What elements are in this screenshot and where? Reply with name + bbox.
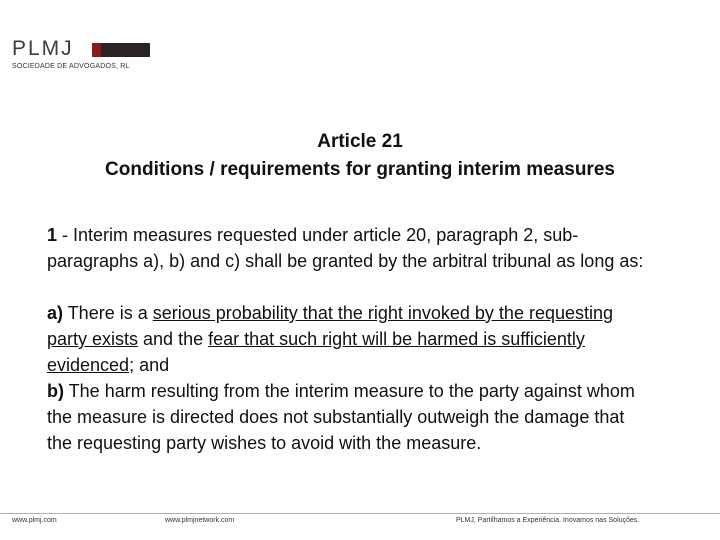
plmj-logo: [12, 38, 152, 78]
spacer: [47, 274, 647, 300]
paragraph-1: [47, 222, 647, 274]
paragraph-number: 1: [47, 225, 58, 245]
footer-divider: [0, 513, 720, 514]
article-title: Conditions / requirements for granting interim measures: [105, 159, 615, 180]
footer-network: www.plmjnetwork.com: [165, 517, 235, 524]
item-a-underline-1: serious probability that the right invoked by the requesting party exists: [47, 303, 614, 349]
logo-bar-accent: [92, 43, 101, 57]
item-a-underline-2: fear that such right will be harmed is sufficiently evidenced: [47, 329, 585, 375]
article-heading: [60, 128, 660, 184]
item-a-text-1: There is a: [63, 303, 153, 323]
footer-slogan: PLMJ, Partilhamos a Experiência. Inovamos nas Soluções.: [456, 517, 640, 524]
item-b-text: The harm resulting from the interim measure to the party against whom the measure is directed does not substantially outweigh the damage that the requesting party wishes to avoid with the measure.: [47, 381, 635, 453]
footer-website: www.plmj.com: [12, 517, 57, 524]
item-a-text-2: and the: [138, 329, 209, 349]
paragraph-1-text: - Interim measures requested under article 20, paragraph 2, sub-paragraphs a), b) and c) shall be granted by the arbitral tribunal as long as:: [47, 225, 644, 271]
item-a-label: a): [47, 303, 64, 323]
item-b-label: b): [47, 381, 64, 401]
item-a: [47, 300, 647, 378]
logo-subtitle: SOCIEDADE DE ADVOGADOS, RL: [12, 63, 130, 70]
item-b: [47, 378, 647, 456]
article-number: Article 21: [317, 131, 403, 152]
logo-wordmark: PLMJ: [12, 37, 74, 60]
article-body: [47, 222, 647, 456]
item-a-text-3: ; and: [129, 355, 170, 375]
